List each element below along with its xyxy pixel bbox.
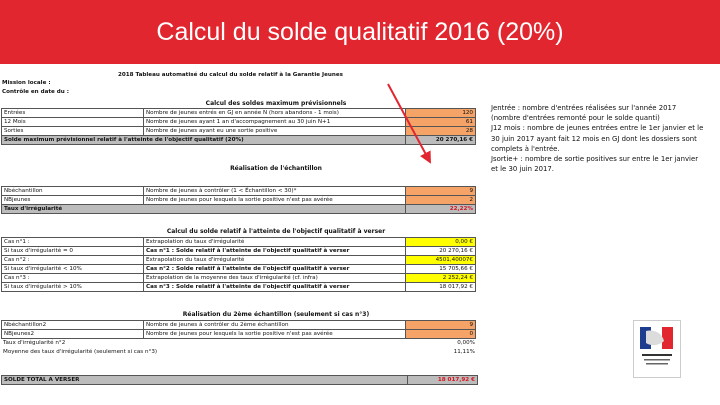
section1-header: Calcul des soldes maximum prévisionnels: [205, 100, 347, 107]
table-row: [2, 265, 476, 274]
sheet-title: [118, 71, 343, 80]
row-label: Solde maximum prévisionnel relatif à l'atteinte de l'objectif qualitatif (20%): [2, 136, 406, 145]
notes-panel: [491, 103, 706, 174]
section3-table: [1, 237, 476, 292]
row-desc: Extrapolation du taux d'irrégularité: [144, 238, 406, 247]
row-value: 120: [406, 109, 476, 118]
row-desc: Cas n°1 : Solde relatif à l'atteinte de l'objectif qualitatif à verser: [144, 247, 406, 256]
marianne-logo-icon: [634, 321, 680, 377]
row-desc: Nombre de jeunes ayant 1 an d'accompagnement au 30 juin N+1: [144, 118, 406, 127]
table-row: [2, 256, 476, 265]
table-row: [1, 339, 477, 348]
row-label: Entrées: [2, 109, 144, 118]
mission-label-text: Mission locale :: [2, 80, 51, 87]
note-entrees: Jentrée : nombre d'entrées réalisées sur l'année 2017 (nombre d'entrées remonté pour le solde quanti): [491, 104, 677, 123]
row-desc: Extrapolation du taux d'irrégularité: [144, 256, 406, 265]
table-row: [2, 196, 476, 205]
controle-label: [2, 88, 69, 97]
table-row: [2, 187, 476, 196]
row-label: 12 Mois: [2, 118, 144, 127]
row-label: Nbéchantillon2: [2, 321, 144, 330]
table-row: [2, 118, 476, 127]
table-row: [2, 283, 476, 292]
row-label: Si taux d'irrégularité = 0: [2, 247, 144, 256]
row-label: SOLDE TOTAL A VERSER: [2, 376, 408, 385]
section2-table: [1, 186, 476, 214]
row-desc: Cas n°3 : Solde relatif à l'atteinte de l'objectif qualitatif à verser: [144, 283, 406, 292]
section1-table: [1, 108, 476, 145]
row-desc: Cas n°2 : Solde relatif à l'atteinte de l'objectif qualitatif à verser: [144, 265, 406, 274]
row-label: Si taux d'irrégularité > 10%: [2, 283, 144, 292]
row-desc: Nombre de jeunes entrés en GJ en année N (hors abandons - 1 mois): [144, 109, 406, 118]
row-value: 20 270,16 €: [406, 247, 476, 256]
table-row: [2, 109, 476, 118]
row-label: Taux d'irrégularité: [2, 205, 406, 214]
section4-header: Réalisation du 2ème échantillon (seulement si cas n°3): [182, 311, 370, 318]
section4-table: [1, 320, 476, 339]
row-label: Cas n°1 :: [2, 238, 144, 247]
table-row: [2, 238, 476, 247]
sheet-title-text: 2018 Tableau automatisé du calcul du solde relatif à la Garantie Jeunes: [118, 72, 343, 79]
row-desc: Nombre de jeunes ayant eu une sortie positive: [144, 127, 406, 136]
row-desc: Extrapolation de la moyenne des taux d'irrégularité (cf. infra): [144, 274, 406, 283]
row-value: 18 017,92 €: [408, 376, 478, 385]
section2-header: Réalisation de l'échantillon: [230, 165, 322, 172]
row-desc: Nombre de jeunes à contrôler du 2ème échantillon: [144, 321, 406, 330]
row-value: 9: [406, 187, 476, 196]
row-value: 0,00%: [457, 340, 475, 347]
row-label: Si taux d'irrégularité < 10%: [2, 265, 144, 274]
mission-label: [2, 79, 51, 88]
table-row: [2, 321, 476, 330]
row-value: 9: [406, 321, 476, 330]
row-value: 15 705,66 €: [406, 265, 476, 274]
republique-francaise-logo: [633, 320, 681, 378]
row-desc: Nombre de jeunes pour lesquels la sortie positive n'est pas avérée: [144, 330, 406, 339]
table-row: [1, 348, 477, 357]
row-label: Nbéchantillon: [2, 187, 144, 196]
row-label: Moyenne des taux d'irrégularité (seulement si cas n°3): [3, 348, 158, 355]
row-label: Sorties: [2, 127, 144, 136]
table-row: [2, 274, 476, 283]
section4-extra-table: [1, 339, 477, 356]
table-row-total: [2, 136, 476, 145]
note-12-mois: J12 mois : nombre de jeunes entrées entre le 1er janvier et le 30 juin 2017 ayant fait 12 mois en GJ dont les dossiers sont complets à l'entrée.: [491, 124, 704, 153]
row-value: 20 270,16 €: [406, 136, 476, 145]
row-label: NBjeunes2: [2, 330, 144, 339]
row-desc: Nombre de jeunes à contrôler (1 < Échantillon < 30)*: [144, 187, 406, 196]
table-row: [2, 127, 476, 136]
row-value: 0: [406, 330, 476, 339]
row-value: 2: [406, 196, 476, 205]
row-label: Cas n°2 :: [2, 256, 144, 265]
slide-title: Calcul du solde qualitatif 2016 (20%): [156, 17, 564, 46]
row-desc: Nombre de jeunes pour lesquels la sortie positive n'est pas avérée: [144, 196, 406, 205]
table-row: [2, 330, 476, 339]
row-label: Taux d'irrégularité n°2: [3, 340, 66, 347]
table-row-total: [2, 205, 476, 214]
controle-label-text: Contrôle en date du :: [2, 89, 69, 96]
note-sorties: Jsortie+ : nombre de sortie positives sur entre le 1er janvier et le 30 juin 2017.: [491, 155, 699, 174]
row-value: 28: [406, 127, 476, 136]
table-row-final: [2, 376, 478, 385]
row-value: 22,22%: [406, 205, 476, 214]
row-value: 11,11%: [453, 348, 475, 355]
row-label: Cas n°3 :: [2, 274, 144, 283]
row-value: 2 252,24 €: [406, 274, 476, 283]
row-value: 18 017,92 €: [406, 283, 476, 292]
row-value: 0,00 €: [406, 238, 476, 247]
final-table: [1, 375, 478, 385]
slide-title-banner: [0, 0, 720, 64]
table-row: [2, 247, 476, 256]
spreadsheet: [0, 70, 484, 405]
row-label: NBjeunes: [2, 196, 144, 205]
row-value: 4501,40007€: [406, 256, 476, 265]
section3-header: Calcul du solde relatif à l'atteinte de l'objectif qualitatif à verser: [166, 228, 386, 235]
row-value: 61: [406, 118, 476, 127]
